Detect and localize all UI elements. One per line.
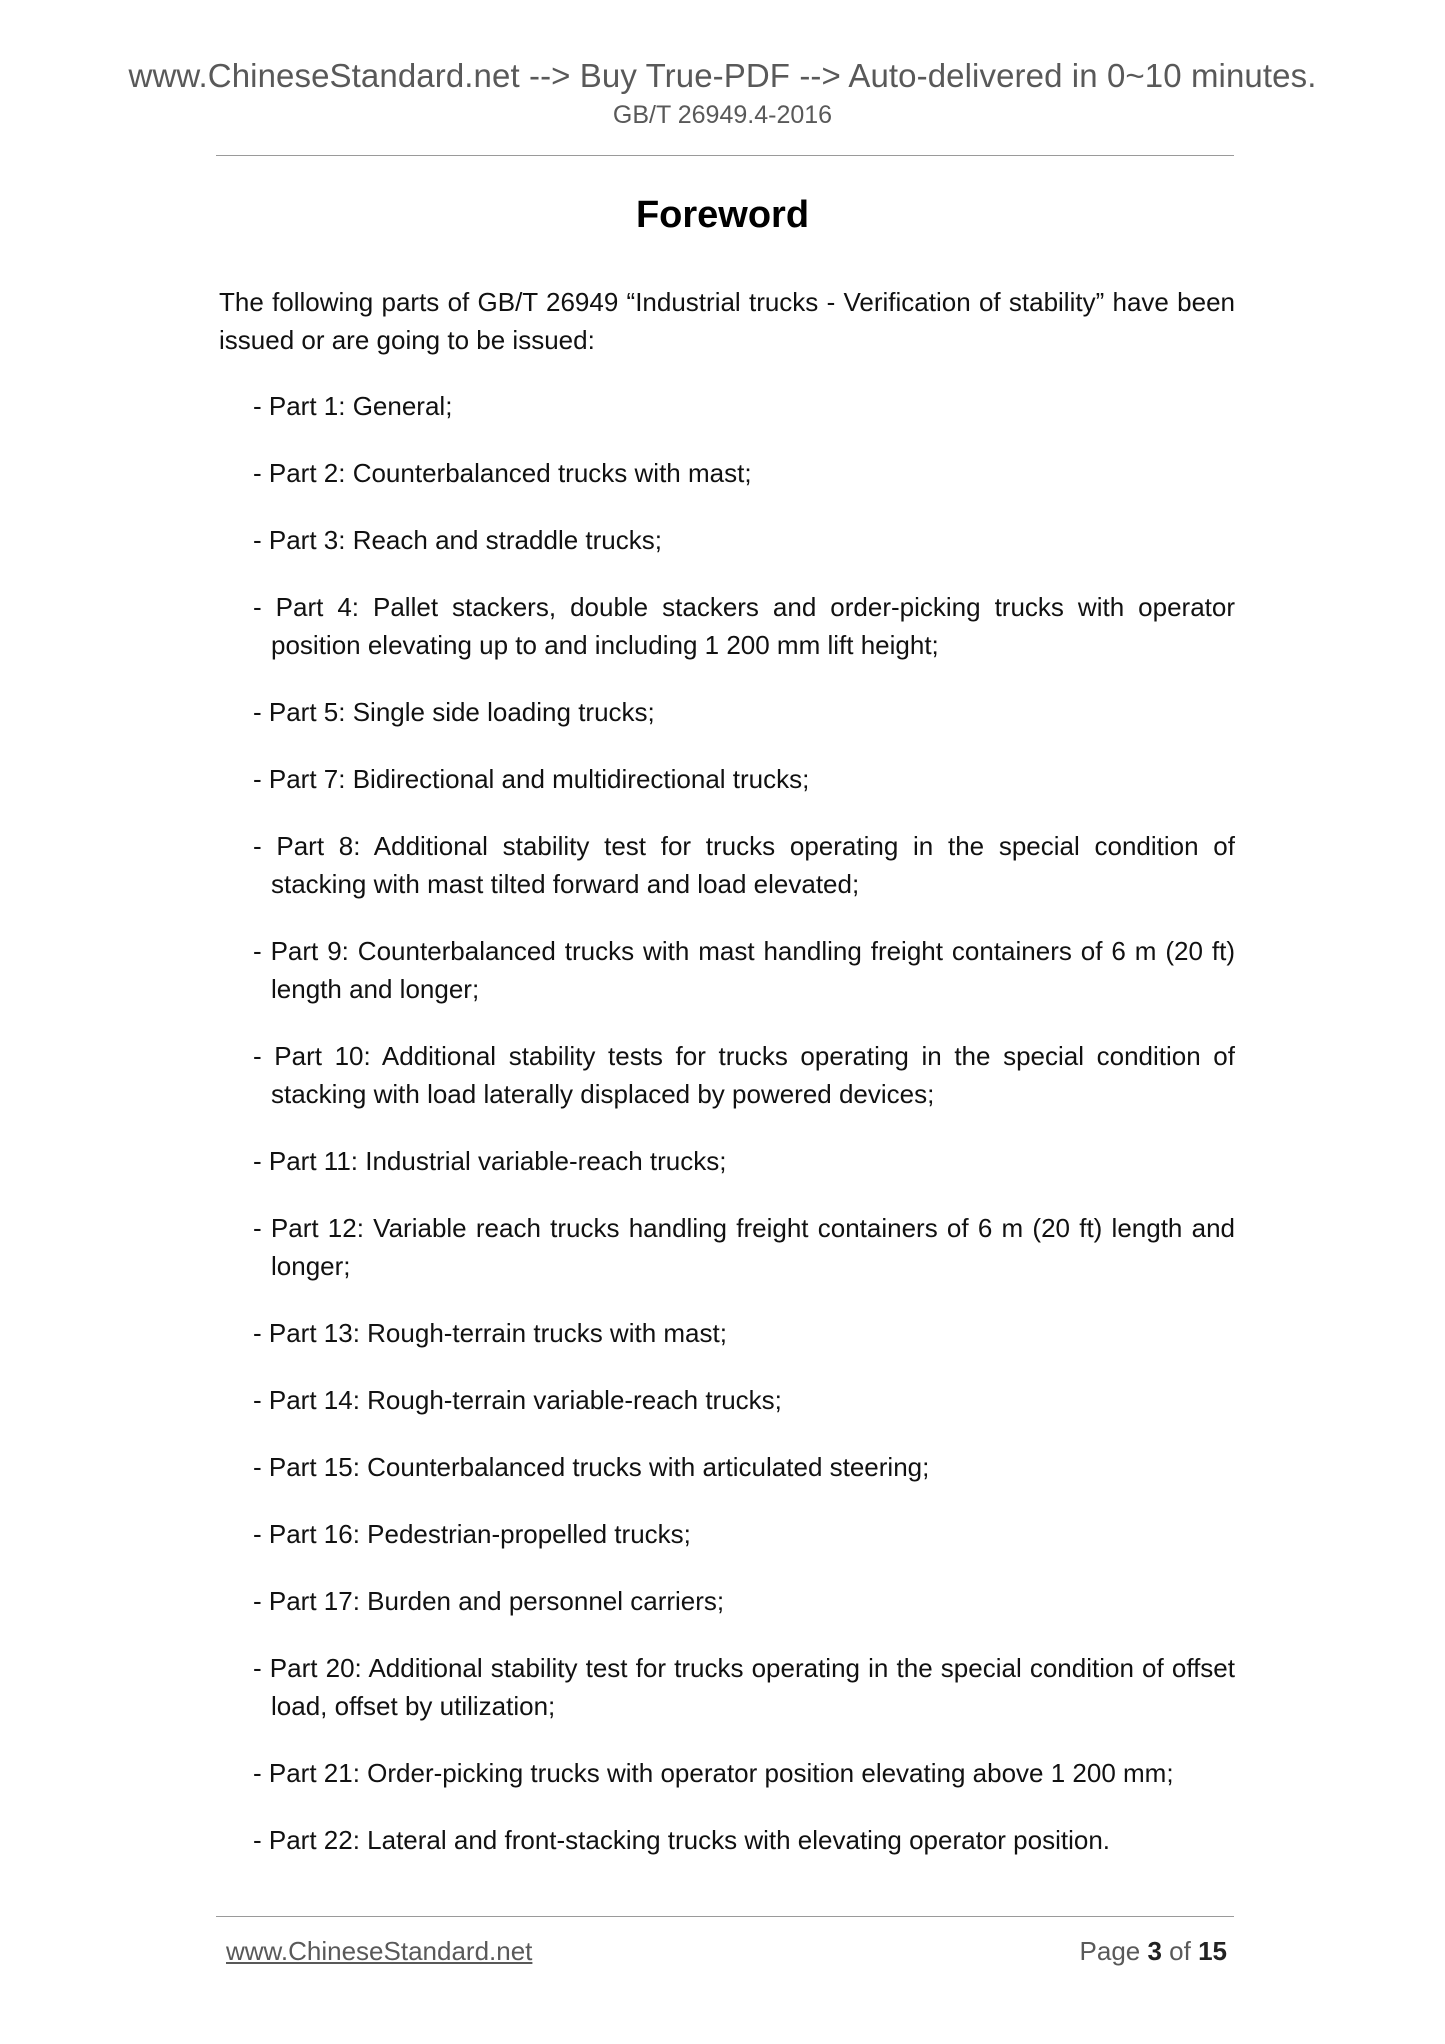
part-item-14: - Part 14: Rough-terrain variable-reach trucks; [253, 1385, 782, 1415]
part-item-1: - Part 1: General; [253, 391, 453, 421]
part-item-8: - Part 8: Additional stability test for trucks operating in the special condition of stacking with mast tilted forward and load elevated; [253, 831, 1235, 899]
parts-list [253, 387, 1235, 1888]
footer-divider [216, 1916, 1234, 1917]
part-item-4: - Part 4: Pallet stackers, double stackers and order-picking trucks with operator position elevating up to and including 1 200 mm lift height; [253, 592, 1235, 660]
part-item-15: - Part 15: Counterbalanced trucks with articulated steering; [253, 1452, 930, 1482]
part-item-2: - Part 2: Counterbalanced trucks with mast; [253, 458, 752, 488]
part-item-9: - Part 9: Counterbalanced trucks with mast handling freight containers of 6 m (20 ft) length and longer; [253, 936, 1235, 1004]
page-total: 15 [1198, 1936, 1227, 1966]
part-item-22: - Part 22: Lateral and front-stacking trucks with elevating operator position. [253, 1825, 1110, 1855]
part-item-21: - Part 21: Order-picking trucks with operator position elevating above 1 200 mm; [253, 1758, 1174, 1788]
part-item-5: - Part 5: Single side loading trucks; [253, 697, 655, 727]
part-item-20: - Part 20: Additional stability test for trucks operating in the special condition of offset load, offset by utilization; [253, 1653, 1235, 1721]
header-divider [216, 155, 1234, 156]
part-item-10: - Part 10: Additional stability tests for trucks operating in the special condition of stacking with load laterally displaced by powered devices; [253, 1041, 1235, 1109]
part-item-12: - Part 12: Variable reach trucks handling freight containers of 6 m (20 ft) length and longer; [253, 1213, 1235, 1281]
part-item-3: - Part 3: Reach and straddle trucks; [253, 525, 662, 555]
header-banner[interactable]: www.ChineseStandard.net --> Buy True-PDF --> Auto-delivered in 0~10 minutes. [128, 57, 1317, 94]
page-number [1080, 1934, 1227, 1968]
part-item-17: - Part 17: Burden and personnel carriers; [253, 1586, 725, 1616]
intro-paragraph: The following parts of GB/T 26949 “Industrial trucks - Verification of stability” have been issued or are going to be issued: [219, 287, 1235, 355]
footer-website-link[interactable]: www.ChineseStandard.net [226, 1936, 533, 1966]
page-of: of [1161, 1936, 1199, 1966]
page-header [0, 56, 1445, 132]
standard-code: GB/T 26949.4-2016 [612, 101, 833, 129]
part-item-11: - Part 11: Industrial variable-reach trucks; [253, 1146, 727, 1176]
part-item-7: - Part 7: Bidirectional and multidirectional trucks; [253, 764, 810, 794]
page-title: Foreword [635, 194, 810, 236]
page-current: 3 [1147, 1936, 1162, 1966]
page-prefix: Page [1079, 1936, 1148, 1966]
part-item-16: - Part 16: Pedestrian-propelled trucks; [253, 1519, 691, 1549]
part-item-13: - Part 13: Rough-terrain trucks with mast; [253, 1318, 727, 1348]
